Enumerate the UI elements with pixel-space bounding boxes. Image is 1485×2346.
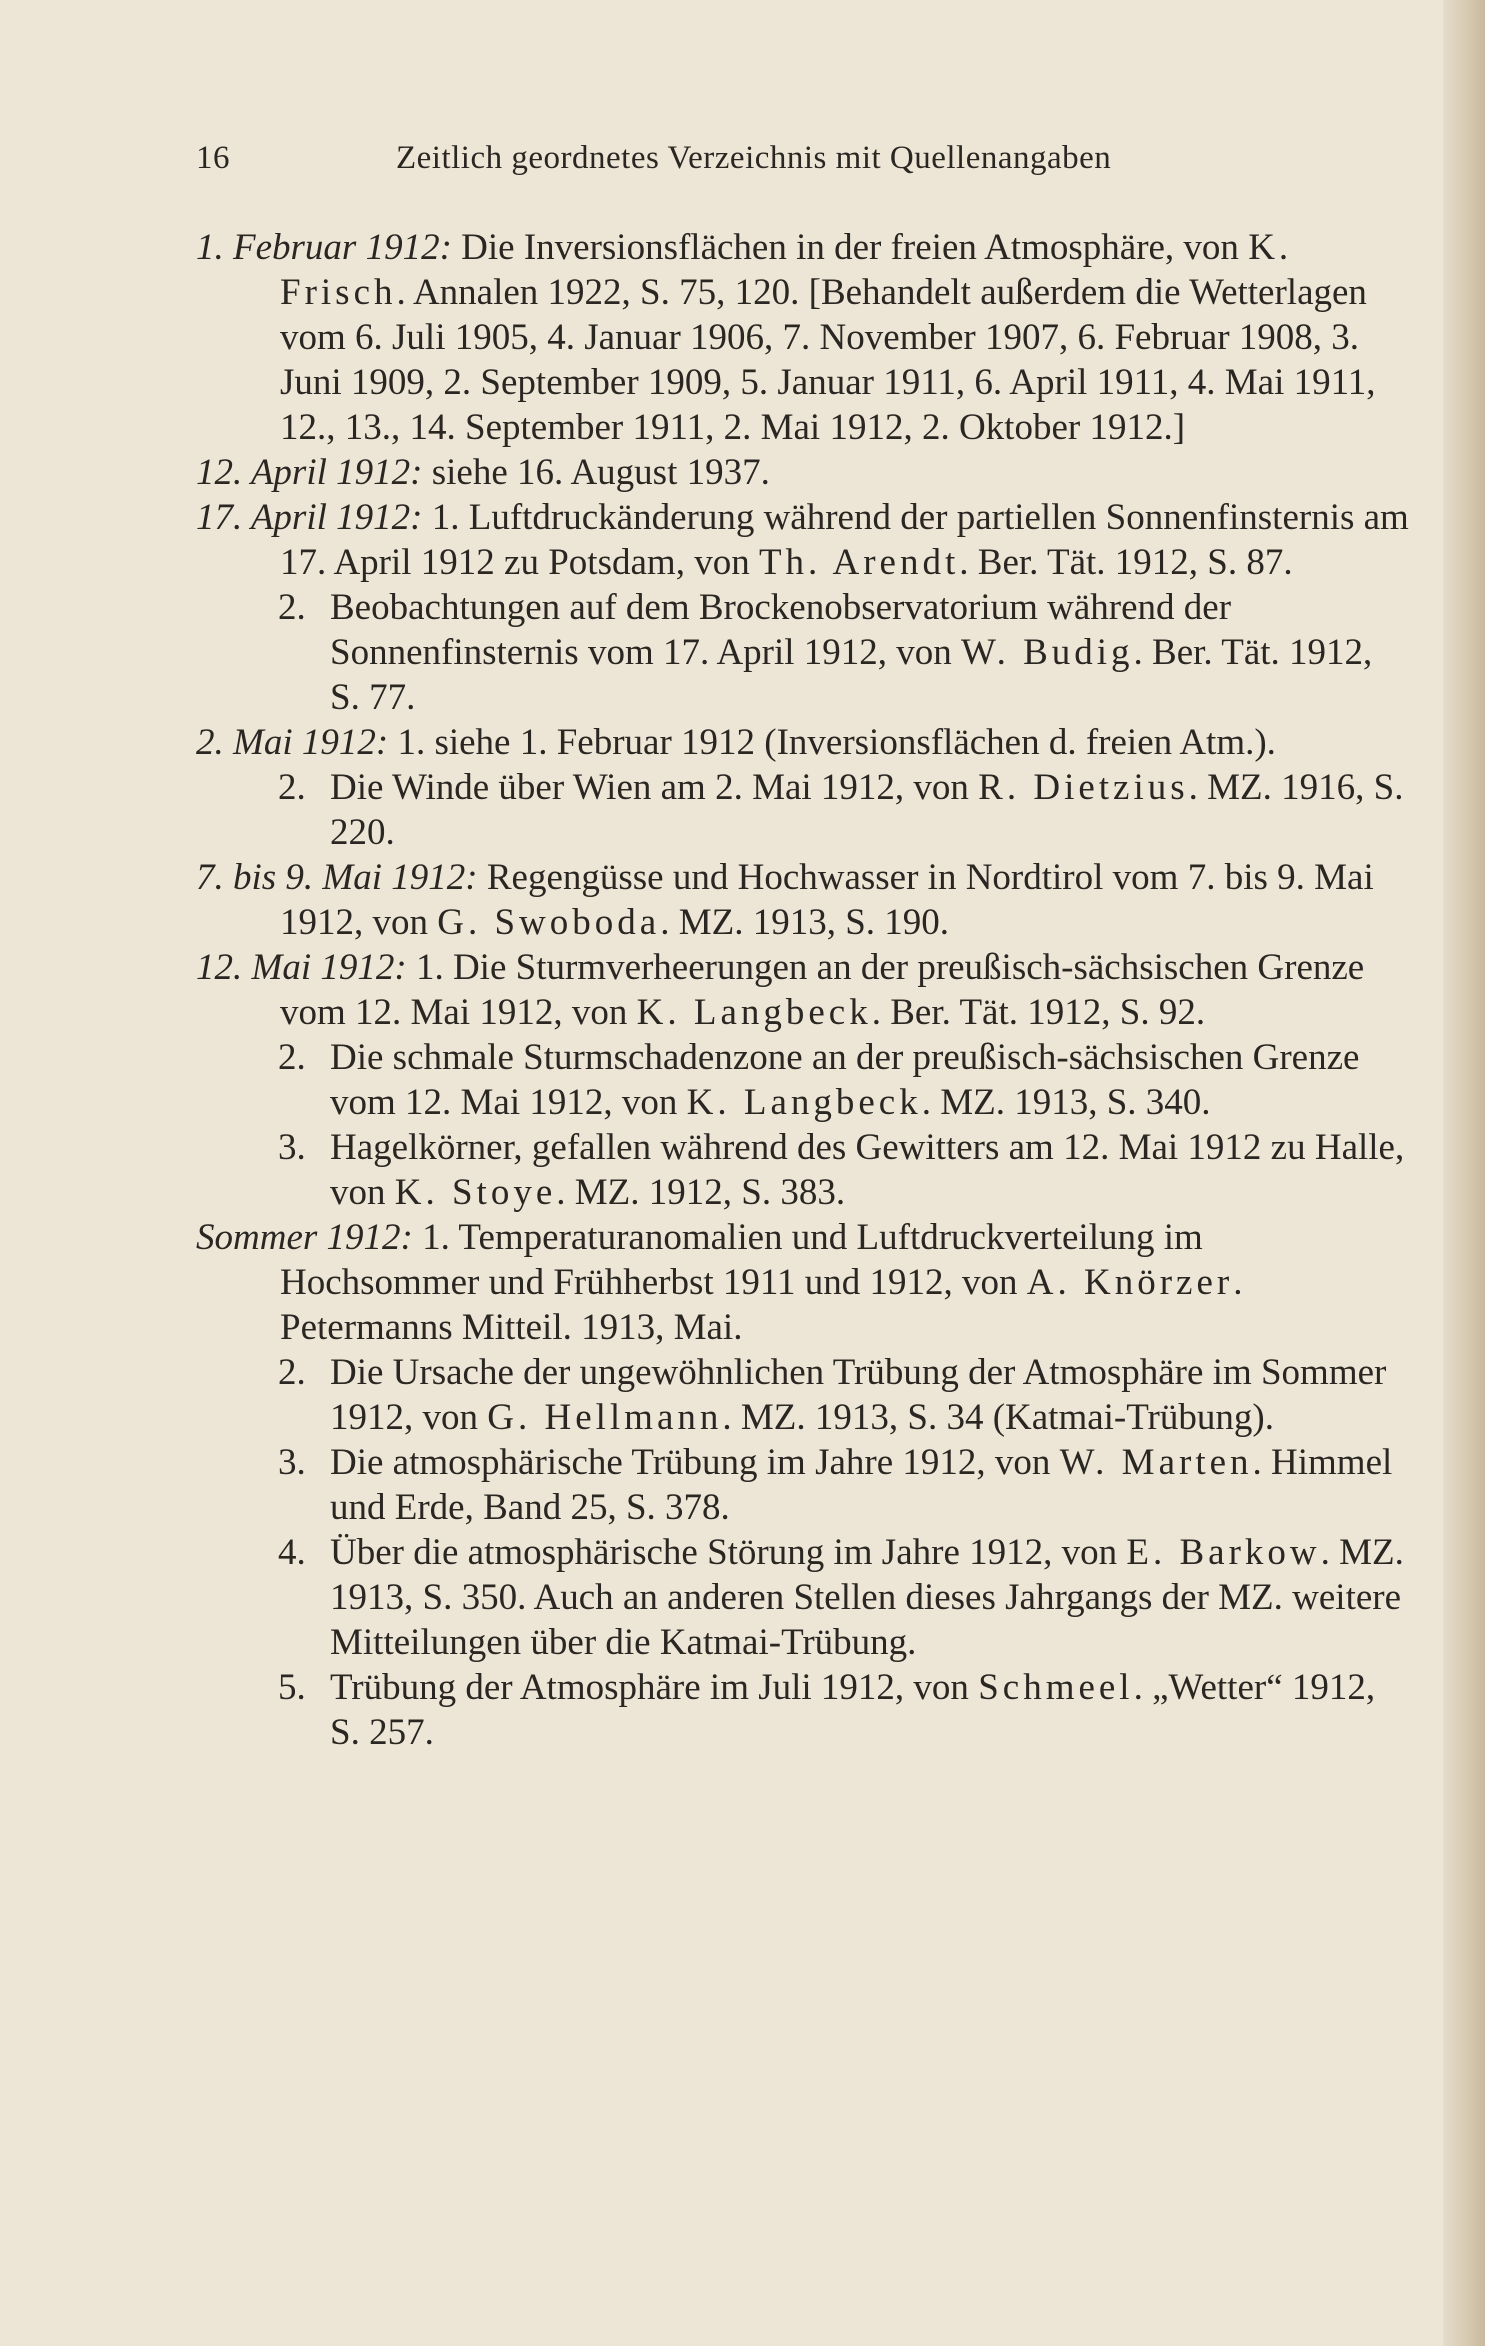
author-name: K. Frisch (280, 227, 1293, 313)
entry-text: Die Winde über Wien am 2. Mai 1912, von (330, 767, 979, 808)
entry-text: . Ber. Tät. 1912, S. 77. (330, 632, 1373, 718)
entry-text: 1. Temperaturanomalien und Luftdruckverteilung im Hochsommer und Frühherbst 1911 und 1912, von (280, 1217, 1203, 1303)
entry-date: Sommer 1912: (196, 1217, 413, 1258)
sub-entry (196, 765, 1411, 855)
entry-text: . Himmel und Erde, Band 25, S. 378. (330, 1442, 1393, 1528)
sub-entry (196, 1665, 1411, 1755)
sub-entry (196, 1440, 1411, 1530)
entry-text: Die schmale Sturmschadenzone an der preußisch-sächsischen Grenze vom 12. Mai 1912, von (330, 1037, 1360, 1123)
entry-text: . MZ. 1916, S. 220. (330, 767, 1404, 853)
sub-entry (196, 1530, 1411, 1665)
author-name: W. Marten (1059, 1442, 1253, 1483)
entry-text: Die Ursache der ungewöhnlichen Trübung der Atmosphäre im Sommer 1912, von (330, 1352, 1387, 1438)
author-name: W. Budig (961, 632, 1134, 673)
author-name: Schmeel (978, 1667, 1134, 1708)
entry-text: . MZ. 1913, S. 34 (Katmai-Trübung). (722, 1397, 1274, 1438)
entry-date: 7. bis 9. Mai 1912: (196, 857, 478, 898)
entry-2-mai-1912 (196, 720, 1411, 765)
author-name: R. Dietzius (978, 767, 1189, 808)
sub-entry-number: 3. (278, 1442, 306, 1483)
entry-text: . Ber. Tät. 1912, S. 87. (959, 542, 1293, 583)
entry-text: 1. siehe 1. Februar 1912 (Inversionsflächen d. freien Atm.). (388, 722, 1276, 763)
sub-entry (196, 585, 1411, 720)
author-name: E. Barkow (1126, 1532, 1321, 1573)
sub-entry-number: 4. (278, 1532, 306, 1573)
entry-text: 1. Luftdruckänderung während der partiellen Sonnenfinsternis am 17. April 1912 zu Potsdam, von (280, 497, 1409, 583)
sub-entry (196, 1125, 1411, 1215)
entry-text: . Petermanns Mitteil. 1913, Mai. (280, 1262, 1243, 1348)
entry-date: 12. April 1912: (196, 452, 423, 493)
entry-text: . „Wetter“ 1912, S. 257. (330, 1667, 1376, 1753)
author-name: Th. Arendt (758, 542, 960, 583)
entry-text: . MZ. 1912, S. 383. (556, 1172, 846, 1213)
sub-entry-number: 2. (278, 1352, 306, 1393)
running-title: Zeitlich geordnetes Verzeichnis mit Quellenangaben (396, 140, 1112, 176)
entry-text: Über die atmosphärische Störung im Jahre 1912, von (330, 1532, 1127, 1573)
entry-text: . MZ. 1913, S. 340. (921, 1082, 1211, 1123)
entry-list (196, 225, 1411, 1755)
entry-text: . MZ. 1913, S. 350. Auch an anderen Stellen dieses Jahrgangs der MZ. weitere Mitteilungen über die Katmai-Trübung. (330, 1532, 1404, 1663)
entry-1-februar-1912 (196, 225, 1411, 450)
entry-text: Beobachtungen auf dem Brockenobservatorium während der Sonnenfinsternis vom 17. April 1912, von (330, 587, 1232, 673)
entry-date: 12. Mai 1912: (196, 947, 407, 988)
entry-text: . Ber. Tät. 1912, S. 92. (871, 992, 1206, 1033)
entry-text: . Annalen 1922, S. 75, 120. [Behandelt außerdem die Wetterlagen vom 6. Juli 1905, 4. Januar 1906, 7. November 1907, 6. Februar 1908, 3. Juni 1909, 2. September 1909, 5. Januar 1911, 6. April 1911, 4. Mai 1911, 12., 13., 14. September 1911, 2. Mai 1912, 2. Oktober 1912.] (280, 272, 1376, 448)
entry-text: Regengüsse und Hochwasser in Nordtirol vom 7. bis 9. Mai 1912, von (280, 857, 1374, 943)
sub-entry-number: 2. (278, 767, 306, 808)
page-edge (1443, 0, 1485, 2346)
sub-entry-number: 5. (278, 1667, 306, 1708)
entry-7-bis-9-mai-1912 (196, 855, 1411, 945)
sub-entry (196, 1035, 1411, 1125)
entry-text: Die Inversionsflächen in der freien Atmosphäre, von (451, 227, 1249, 268)
entry-date: 17. April 1912: (196, 497, 423, 538)
author-name: K. Langbeck (636, 992, 872, 1033)
page-number: 16 (196, 140, 230, 176)
entry-date: 2. Mai 1912: (196, 722, 389, 763)
sub-entry-number: 3. (278, 1127, 306, 1168)
entry-17-april-1912 (196, 495, 1411, 585)
entry-text: 1. Die Sturmverheerungen an der preußisch-sächsischen Grenze vom 12. Mai 1912, von (280, 947, 1365, 1033)
entry-12-mai-1912 (196, 945, 1411, 1035)
author-name: K. Langbeck (686, 1082, 922, 1123)
sub-entry-number: 2. (278, 1037, 306, 1078)
sub-entry (196, 1350, 1411, 1440)
entry-text: Die atmosphärische Trübung im Jahre 1912, von (330, 1442, 1060, 1483)
author-name: G. Hellmann (487, 1397, 723, 1438)
author-name: A. Knörzer (1026, 1262, 1234, 1303)
entry-12-april-1912 (196, 450, 1411, 495)
author-name: K. Stoye (394, 1172, 557, 1213)
entry-text: siehe 16. August 1937. (422, 452, 770, 493)
entry-sommer-1912 (196, 1215, 1411, 1350)
author-name: G. Swoboda (437, 902, 661, 943)
entry-text: Trübung der Atmosphäre im Juli 1912, von (330, 1667, 979, 1708)
entry-text: . MZ. 1913, S. 190. (660, 902, 950, 943)
entry-date: 1. Februar 1912: (196, 227, 452, 268)
sub-entry-number: 2. (278, 587, 306, 628)
entry-text: Hagelkörner, gefallen während des Gewitters am 12. Mai 1912 zu Halle, von (330, 1127, 1405, 1213)
